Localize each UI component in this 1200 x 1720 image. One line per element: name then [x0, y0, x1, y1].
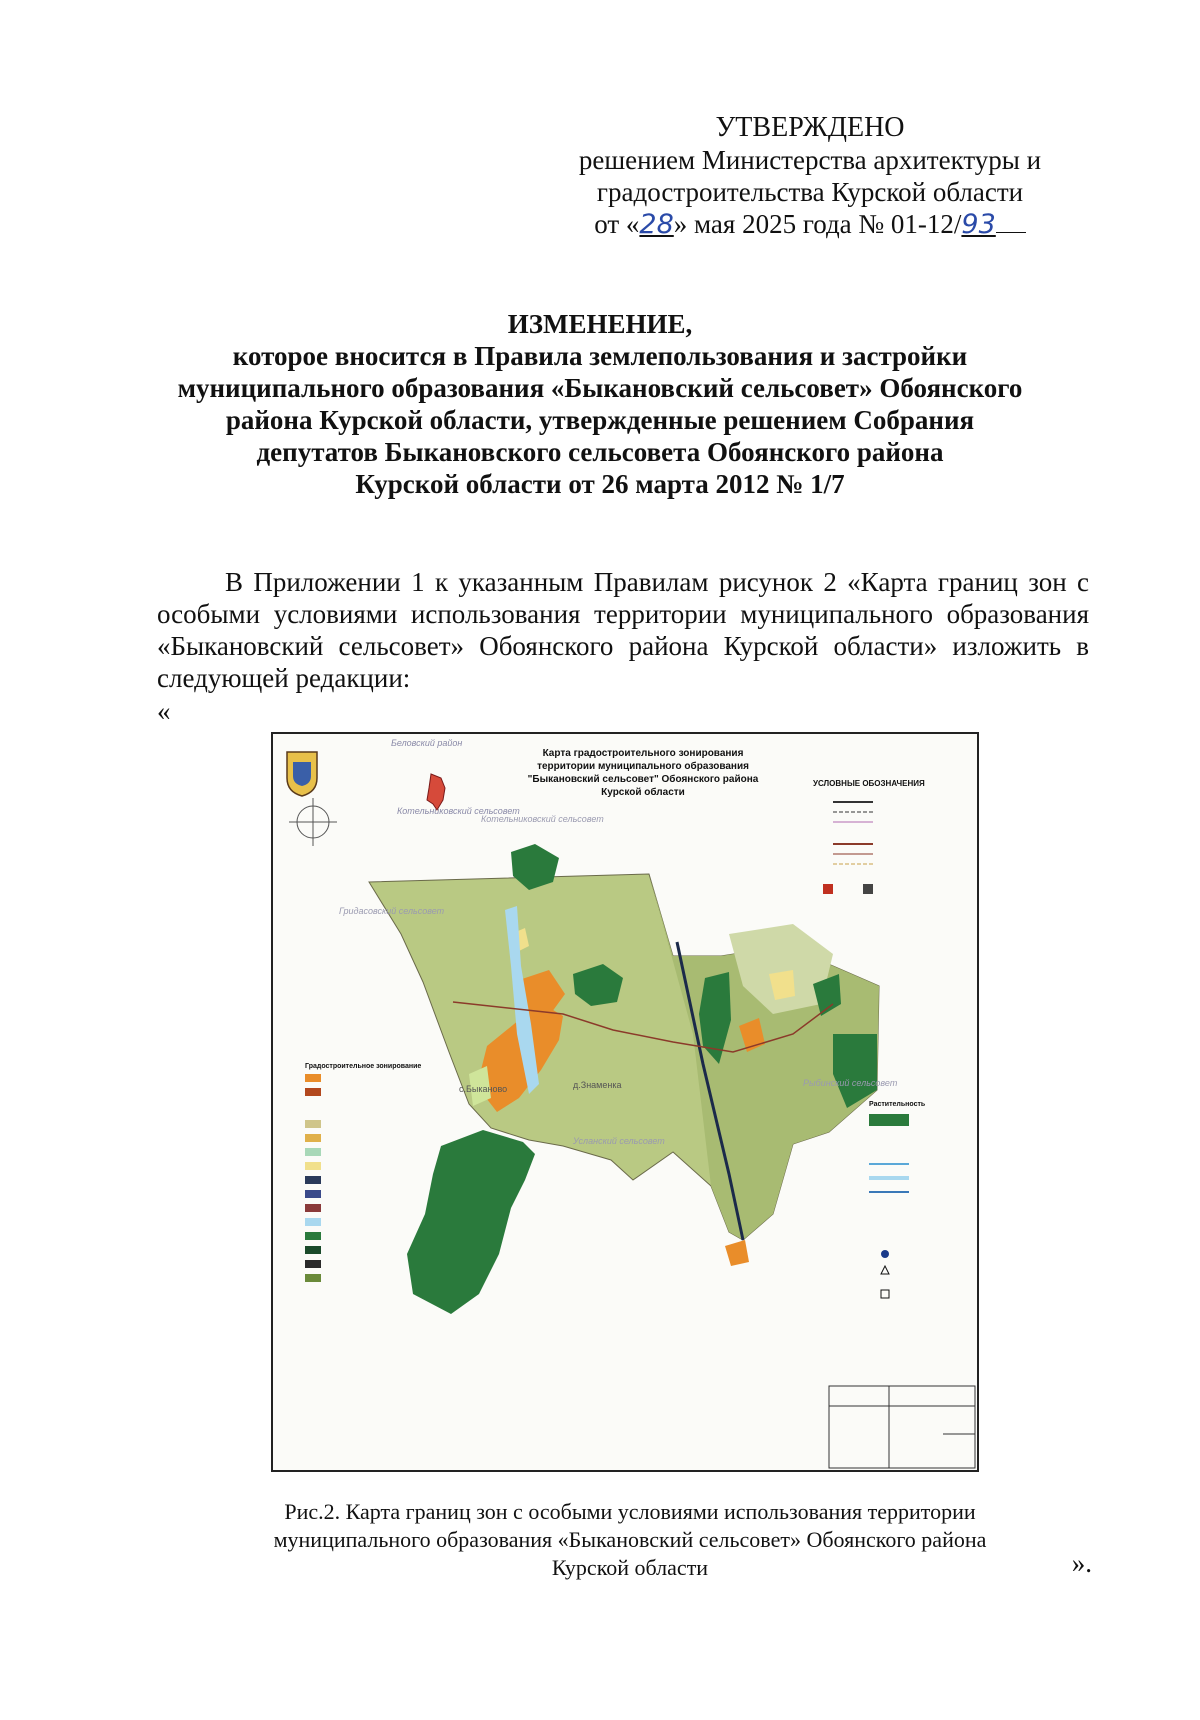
date-middle: » мая 2025 года № 01-12/ [673, 209, 962, 239]
approval-line-1: решением Министерства архитектуры и [578, 145, 1042, 175]
label-south-council: Усланский сельсовет [573, 1136, 665, 1146]
figure-caption [180, 1498, 1080, 1582]
caption-line-2: муниципального образования «Быкановский сельсовет» Обоянского района [273, 1527, 987, 1552]
approval-stamp: УТВЕРЖДЕНО [715, 112, 905, 143]
legend-title: УСЛОВНЫЕ ОБОЗНАЧЕНИЯ [813, 779, 925, 788]
handwritten-day: 28 [639, 209, 674, 240]
title-line-4: депутатов Быкановского сельсовета Обоянского района [256, 437, 944, 467]
label-east-council: Рыбинский сельсовет [803, 1078, 898, 1088]
title-line-3: района Курской области, утвержденные решением Собрания [225, 405, 975, 435]
approval-date-line [550, 208, 1070, 241]
approval-line-2: градостроительства Курской области [596, 177, 1024, 207]
label-top-district: Беловский район [391, 738, 463, 748]
document-title [120, 308, 1080, 500]
title-line-5: Курской области от 26 марта 2012 № 1/7 [355, 469, 845, 499]
map-title-line-4: Курской области [601, 787, 685, 798]
label-northwest: Котельниковский сельсовет [397, 806, 520, 816]
underline-tail [996, 232, 1026, 233]
caption-line-3: Курской области [551, 1555, 709, 1580]
map-svg [273, 734, 977, 1470]
handwritten-number: 93 [961, 209, 996, 240]
label-west-council: Гридасовский сельсовет [339, 906, 445, 916]
map-figure [271, 732, 979, 1472]
body-paragraph: В Приложении 1 к указанным Правилам рисунок 2 «Карта границ зон с особыми условиями использования территории муниципального образования «Быкановский сельсовет» Обоянского района Курской области» изложить в следующей редакции: [157, 567, 1089, 693]
title-heading: ИЗМЕНЕНИЕ, [507, 309, 693, 339]
title-line-2: муниципального образования «Быкановский сельсовет» Обоянского [177, 373, 1023, 403]
map-title-line-1: Карта градостроительного зонирования [542, 748, 744, 759]
coat-of-arms-icon [287, 752, 317, 796]
zoning-title: Градостроительное зонирование [305, 1063, 422, 1070]
caption-line-1: Рис.2. Карта границ зон с особыми условиями использования территории [284, 1499, 976, 1524]
approval-block [550, 112, 1070, 241]
quote-open: « [157, 696, 171, 726]
title-line-1: которое вносится в Правила землепользования и застройки [232, 341, 968, 371]
quote-close: ». [1071, 1548, 1092, 1578]
vegetation-title: Растительность [869, 1101, 926, 1108]
date-prefix: от « [594, 209, 640, 239]
map-title-line-3: "Быкановский сельсовет" Обоянского района [527, 774, 759, 785]
map-title-line-2: территории муниципального образования [537, 761, 749, 772]
label-bykanovo: с.Быканово [459, 1084, 508, 1094]
label-north-council: Котельниковский сельсовет [481, 814, 604, 824]
label-znamenka: д.Знаменка [573, 1080, 622, 1090]
